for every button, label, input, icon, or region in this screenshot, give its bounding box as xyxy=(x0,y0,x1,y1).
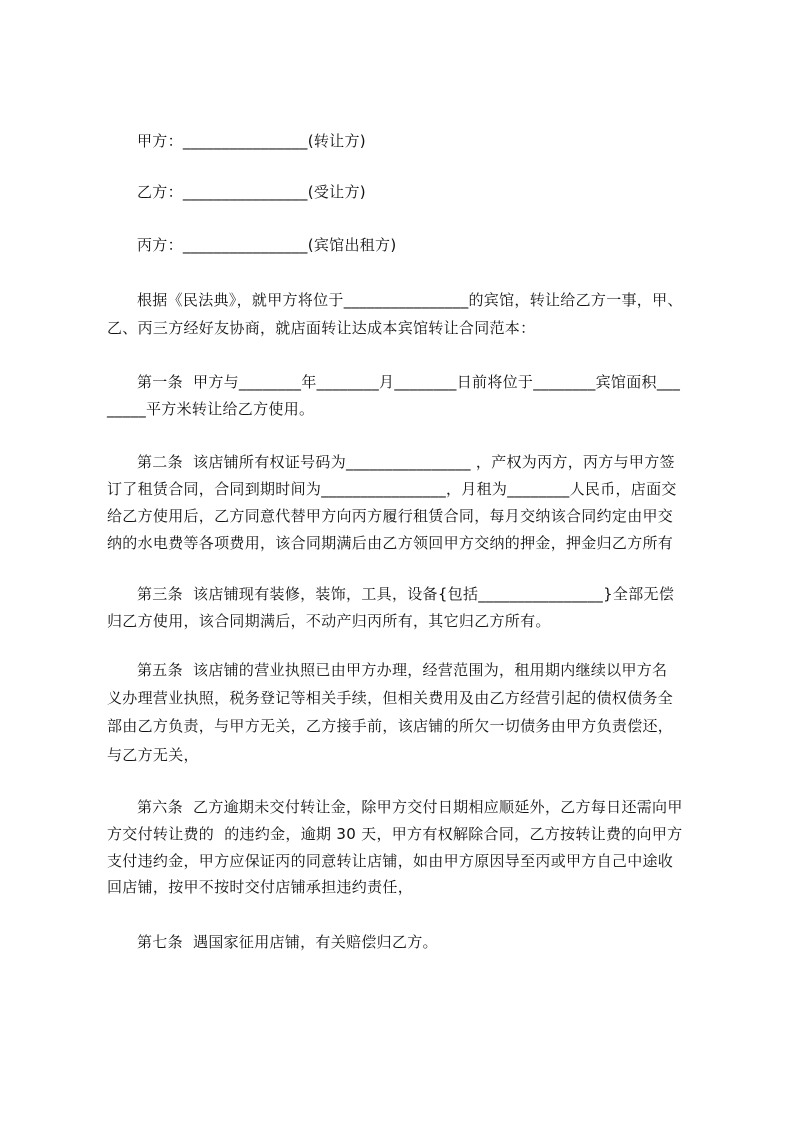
party-a-line: 甲方：________________(转让方) xyxy=(137,132,366,150)
article-6-line: 方交付转让费的 的违约金，逾期 30 天，甲方有权解除合同，乙方按转让费的向甲方 xyxy=(107,825,683,843)
article-3-line: 第三条 该店铺现有装修，装饰，工具，设备{包括________________}全部无偿 xyxy=(137,585,675,603)
article-2-line: 给乙方使用后，乙方同意代替甲方向丙方履行租赁合同，每月交纳该合同约定由甲交 xyxy=(107,507,674,525)
article-6-line: 回店铺，按甲不按时交付店铺承担违约责任， xyxy=(107,878,414,896)
article-5-line: 第五条 该店铺的营业执照已由甲方办理，经营范围为，租用期内继续以甲方名 xyxy=(137,661,668,679)
article-5-line: 部由乙方负责，与甲方无关，乙方接手前，该店铺的所欠一切债务由甲方负责偿还， xyxy=(107,717,674,735)
party-b-line: 乙方：________________(受让方) xyxy=(137,183,366,201)
party-c-line: 丙方：________________(宾馆出租方) xyxy=(137,236,397,254)
article-2-line: 订了租赁合同，合同到期时间为________________，月租为________人民币，店面交 xyxy=(107,480,677,498)
article-5-line: 与乙方无关， xyxy=(107,746,199,764)
article-7-line: 第七条 遇国家征用店铺，有关赔偿归乙方。 xyxy=(137,933,438,951)
article-5-line: 义办理营业执照，税务登记等相关手续，但相关费用及由乙方经营引起的债权债务全 xyxy=(107,689,674,707)
article-2-line: 第二条 该店铺所有权证号码为________________ ，产权为丙方，丙方与甲方签 xyxy=(137,453,675,471)
article-3-line: 归乙方使用，该合同期满后，不动产归丙所有，其它归乙方所有。 xyxy=(107,612,551,630)
article-1-line: 第一条 甲方与________年________月________日前将位于________宾馆面积___ xyxy=(137,373,681,391)
article-6-line: 支付违约金，甲方应保证丙的同意转让店铺，如由甲方原因导至丙或甲方自己中途收 xyxy=(107,852,674,870)
article-6-line: 第六条 乙方逾期未交付转让金，除甲方交付日期相应顺延外，乙方每日还需向甲 xyxy=(137,798,683,816)
preamble-line: 根据《民法典》，就甲方将位于________________的宾馆，转让给乙方一事，甲、 xyxy=(137,291,683,309)
article-2-line: 纳的水电费等各项费用，该合同期满后由乙方领回甲方交纳的押金，押金归乙方所有 xyxy=(107,534,674,552)
preamble-line: 乙、丙三方经好友协商，就店面转让达成本宾馆转让合同范本： xyxy=(107,319,536,337)
article-1-line: _____平方米转让给乙方使用。 xyxy=(107,400,315,418)
